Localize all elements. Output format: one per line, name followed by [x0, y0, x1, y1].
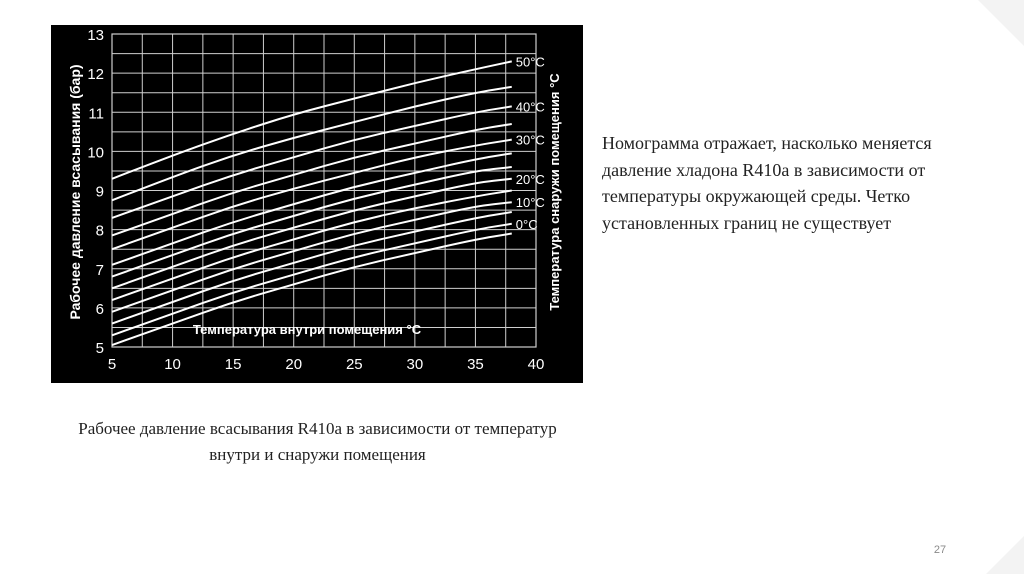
x-tick-label-3: 20	[285, 356, 303, 373]
series-label-11: 0°C	[515, 216, 538, 232]
series-line-0	[112, 61, 512, 178]
page-number: 27	[933, 544, 947, 556]
series-label-7: 20°C	[515, 171, 545, 187]
corner-decoration-bottom	[986, 536, 1024, 574]
y-tick-label-6: 11	[88, 105, 104, 123]
x-axis-label: Температура внутри помещения °C	[192, 322, 422, 337]
series-label-2: 40°C	[515, 99, 545, 115]
chart-svg	[51, 25, 583, 383]
y-tick-label-1: 6	[95, 300, 104, 318]
x-tick-label-2: 15	[224, 356, 242, 373]
x-tick-label-5: 30	[406, 356, 424, 373]
y-tick-label-0: 5	[95, 340, 104, 357]
y-tick-label-8: 13	[87, 27, 104, 44]
nomogram-chart	[51, 25, 583, 383]
y-tick-label-7: 12	[87, 66, 104, 84]
x-tick-label-0: 5	[107, 356, 117, 373]
series-label-9: 10°C	[515, 195, 545, 211]
side-note: Номограмма отражает, насколько меняется давление хладона R410a в зависимости от температуры окружающей среды. Четко установленных границ не существует	[602, 133, 932, 233]
y-tick-label-4: 9	[95, 183, 104, 201]
y-tick-label-5: 10	[87, 144, 104, 162]
x-tick-label-1: 10	[164, 356, 181, 373]
x-tick-label-7: 40	[527, 356, 545, 373]
corner-decoration-top	[978, 0, 1024, 46]
y-tick-label-3: 8	[95, 222, 104, 240]
chart-caption: Рабочее давление всасывания R410a в зависимости от температур внутри и снаружи помещения	[78, 419, 557, 464]
chart-series	[112, 61, 512, 345]
y-axis-label: Рабочее давление всасывания (бар)	[67, 64, 83, 320]
y-tick-label-2: 7	[95, 261, 104, 279]
chart-series-labels	[516, 54, 545, 231]
x-tick-label-4: 25	[345, 356, 363, 373]
series-label-4: 30°C	[515, 132, 545, 148]
right-axis-label: Температура снаружи помещения °C	[547, 73, 562, 311]
series-line-3	[112, 124, 512, 236]
x-tick-label-6: 35	[467, 356, 484, 373]
series-label-0: 50°C	[515, 54, 545, 70]
